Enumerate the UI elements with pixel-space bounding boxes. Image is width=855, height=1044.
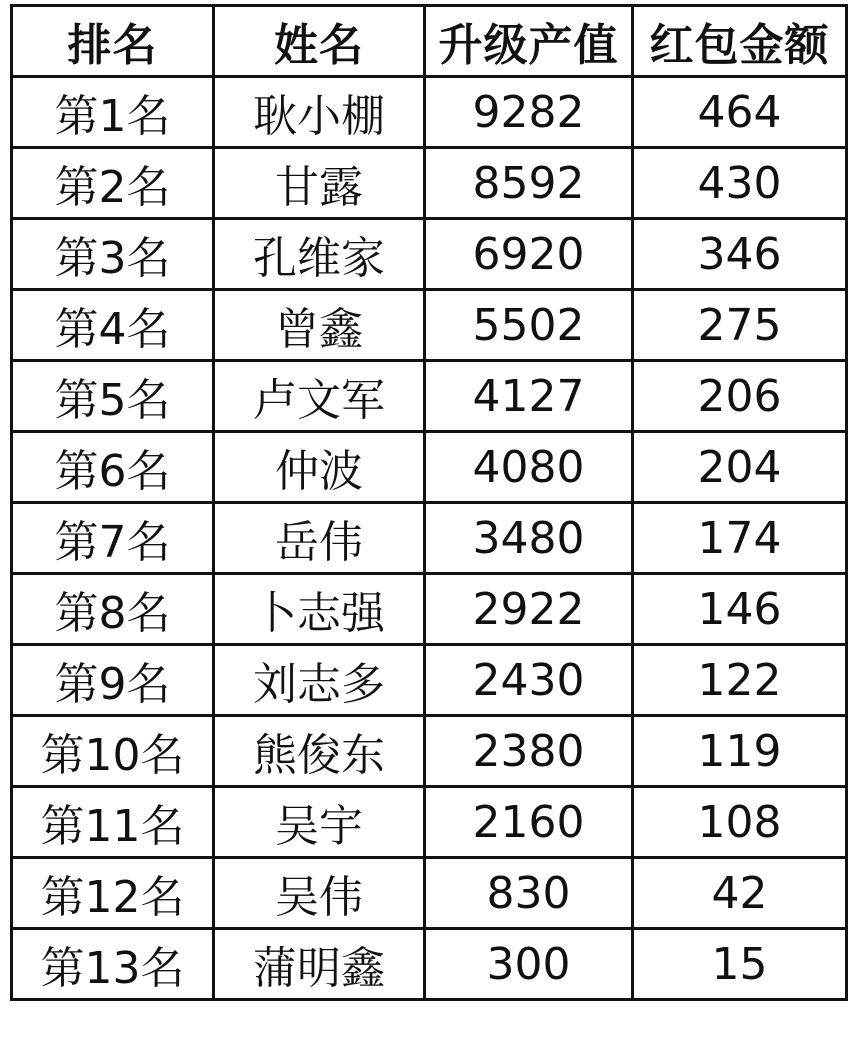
cell-red-packet-amount: 464	[633, 77, 847, 148]
cell-red-packet-amount: 122	[633, 645, 847, 716]
table-row	[12, 503, 847, 574]
cell-name: 曾鑫	[214, 290, 425, 361]
cell-rank: 第6名	[12, 432, 214, 503]
header-row	[12, 6, 847, 77]
cell-name: 蒲明鑫	[214, 929, 425, 1000]
cell-rank: 第3名	[12, 219, 214, 290]
cell-name: 卜志强	[214, 574, 425, 645]
cell-output-value: 2380	[425, 716, 633, 787]
cell-name: 卢文军	[214, 361, 425, 432]
cell-name: 刘志多	[214, 645, 425, 716]
table-row	[12, 219, 847, 290]
cell-output-value: 4080	[425, 432, 633, 503]
cell-rank: 第9名	[12, 645, 214, 716]
cell-rank: 第7名	[12, 503, 214, 574]
table-row	[12, 361, 847, 432]
cell-rank: 第1名	[12, 77, 214, 148]
table-row	[12, 929, 847, 1000]
cell-output-value: 3480	[425, 503, 633, 574]
cell-rank: 第13名	[12, 929, 214, 1000]
cell-output-value: 9282	[425, 77, 633, 148]
cell-rank: 第10名	[12, 716, 214, 787]
cell-name: 甘露	[214, 148, 425, 219]
cell-rank: 第11名	[12, 787, 214, 858]
cell-red-packet-amount: 42	[633, 858, 847, 929]
cell-red-packet-amount: 275	[633, 290, 847, 361]
cell-red-packet-amount: 119	[633, 716, 847, 787]
cell-output-value: 830	[425, 858, 633, 929]
cell-name: 熊俊东	[214, 716, 425, 787]
table-row	[12, 858, 847, 929]
cell-red-packet-amount: 204	[633, 432, 847, 503]
header-red-packet-amount: 红包金额	[633, 6, 847, 77]
table-row	[12, 787, 847, 858]
cell-name: 仲波	[214, 432, 425, 503]
cell-rank: 第2名	[12, 148, 214, 219]
cell-output-value: 4127	[425, 361, 633, 432]
cell-output-value: 5502	[425, 290, 633, 361]
cell-red-packet-amount: 146	[633, 574, 847, 645]
cell-output-value: 2922	[425, 574, 633, 645]
cell-red-packet-amount: 206	[633, 361, 847, 432]
cell-output-value: 6920	[425, 219, 633, 290]
cell-rank: 第8名	[12, 574, 214, 645]
header-name: 姓名	[214, 6, 425, 77]
table-row	[12, 716, 847, 787]
cell-name: 耿小棚	[214, 77, 425, 148]
cell-name: 吴伟	[214, 858, 425, 929]
table-row	[12, 432, 847, 503]
cell-rank: 第4名	[12, 290, 214, 361]
cell-red-packet-amount: 430	[633, 148, 847, 219]
cell-output-value: 300	[425, 929, 633, 1000]
cell-output-value: 2160	[425, 787, 633, 858]
cell-output-value: 8592	[425, 148, 633, 219]
cell-rank: 第12名	[12, 858, 214, 929]
table-row	[12, 574, 847, 645]
cell-red-packet-amount: 174	[633, 503, 847, 574]
cell-output-value: 2430	[425, 645, 633, 716]
cell-red-packet-amount: 15	[633, 929, 847, 1000]
table-row	[12, 77, 847, 148]
table-row	[12, 290, 847, 361]
cell-red-packet-amount: 108	[633, 787, 847, 858]
header-output-value: 升级产值	[425, 6, 633, 77]
ranking-table	[10, 4, 848, 1001]
table-row	[12, 148, 847, 219]
cell-rank: 第5名	[12, 361, 214, 432]
cell-name: 吴宇	[214, 787, 425, 858]
header-rank: 排名	[12, 6, 214, 77]
cell-name: 孔维家	[214, 219, 425, 290]
ranking-sheet	[10, 4, 845, 1040]
cell-name: 岳伟	[214, 503, 425, 574]
cell-red-packet-amount: 346	[633, 219, 847, 290]
table-row	[12, 645, 847, 716]
